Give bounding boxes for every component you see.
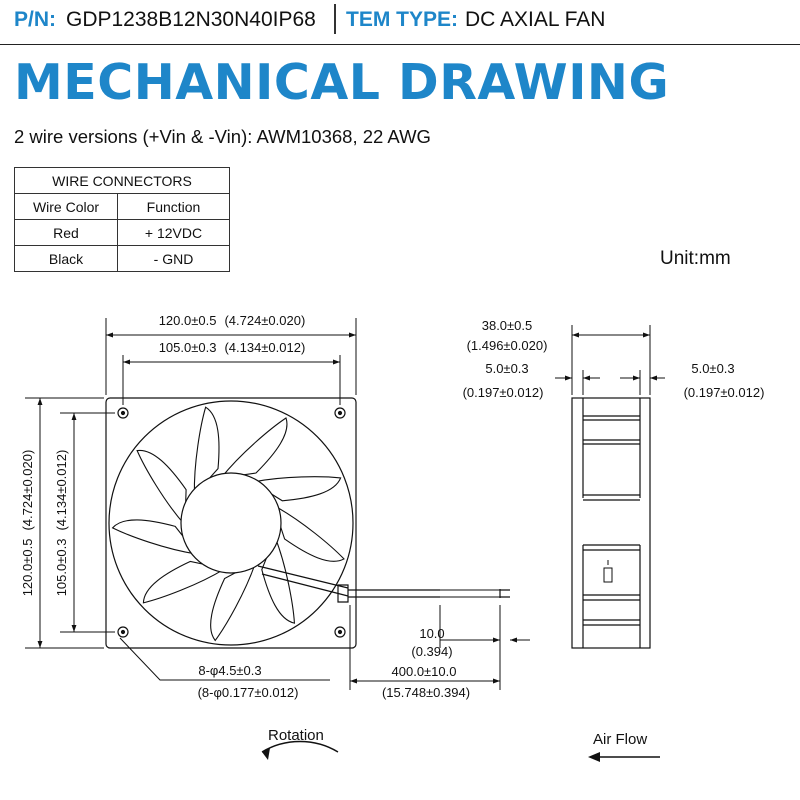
dim-strip: 10.0 [419, 626, 445, 641]
dim-holes: 8-φ4.5±0.3 [198, 663, 262, 678]
dim-depth-in: (1.496±0.020) [466, 338, 548, 353]
part-number-value: GDP1238B12N30N40IP68 [66, 8, 316, 31]
dim-flange-right-in: (0.197±0.012) [683, 385, 765, 400]
airflow-caption: Air Flow [593, 731, 648, 748]
dim-flange-left-in: (0.197±0.012) [462, 385, 544, 400]
part-number-label: P/N: [14, 8, 56, 31]
dim-lead: 400.0±10.0 [391, 664, 457, 679]
dim-depth: 38.0±0.5 [481, 318, 533, 333]
dim-width-holes: 105.0±0.3 (4.134±0.012) [158, 340, 306, 355]
item-type-value: DC AXIAL FAN [465, 8, 606, 31]
unit-label: Unit:mm [660, 248, 731, 269]
rotation-caption: Rotation [268, 727, 324, 744]
dim-flange-left: 5.0±0.3 [485, 361, 529, 376]
dim-height-outer: 120.0±0.5(4.724±0.020) [20, 449, 35, 597]
hub-icon [181, 473, 281, 573]
fan-front-view [106, 398, 356, 648]
table-cell: + 12VDC [118, 220, 230, 246]
dim-width-outer: 120.0±0.5 (4.724±0.020) [158, 313, 306, 328]
table-header: Wire Color [15, 194, 118, 220]
dim-holes-in: (8-φ0.177±0.012) [197, 685, 299, 700]
lead-wire [338, 585, 510, 602]
airflow-arrow-icon [588, 752, 660, 762]
table-header: Function [118, 194, 230, 220]
dim-strip-in: (0.394) [411, 644, 453, 659]
dim-lead-in: (15.748±0.394) [381, 685, 471, 700]
wire-spec-text: 2 wire versions (+Vin & -Vin): AWM10368, 22 AWG [14, 126, 431, 147]
page-title: MECHANICAL DRAWING [14, 54, 670, 111]
item-type-label: TEM TYPE: [346, 8, 459, 31]
table-cell: Black [15, 246, 118, 272]
dim-flange-right: 5.0±0.3 [691, 361, 735, 376]
table-cell: Red [15, 220, 118, 246]
fan-side-view [572, 398, 650, 648]
dim-height-holes: 105.0±0.3(4.134±0.012) [54, 449, 69, 597]
table-cell: - GND [118, 246, 230, 272]
table-caption: WIRE CONNECTORS [15, 168, 230, 194]
